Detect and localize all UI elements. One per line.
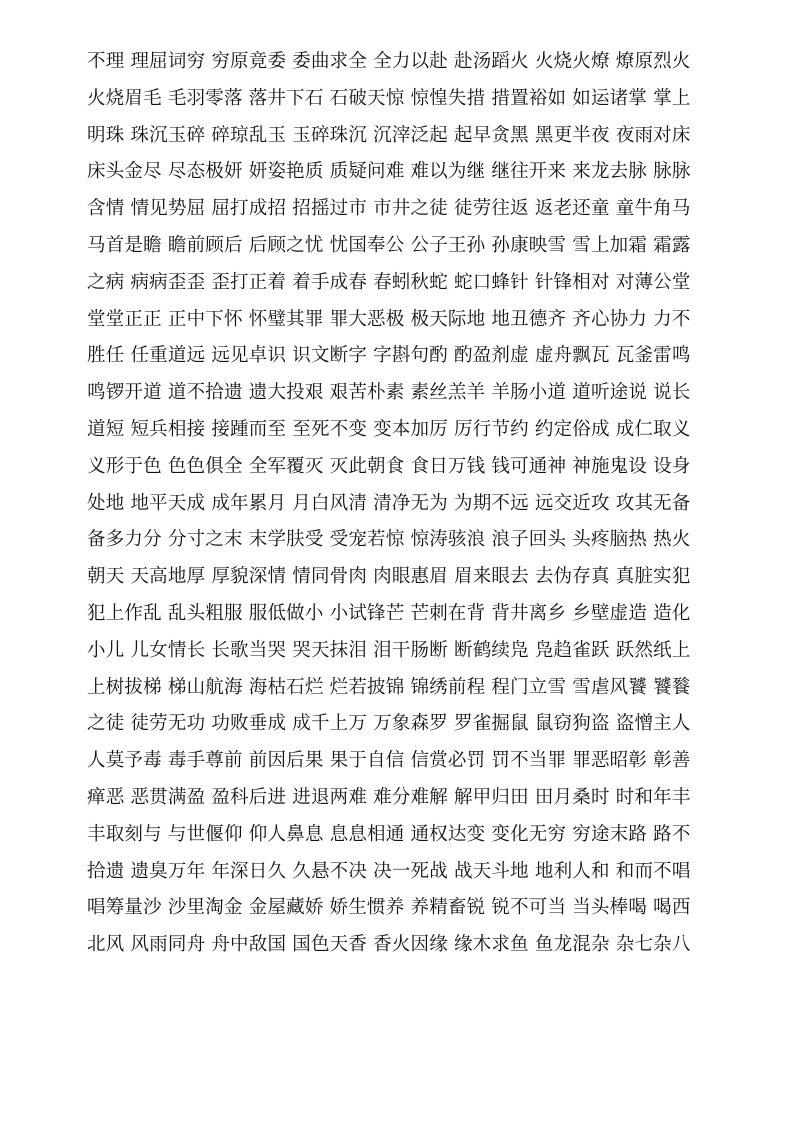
- text-line-13: 处地 地平天成 成年累月 月白风清 清净无为 为期不远 远交近攻 攻其无备: [87, 492, 691, 514]
- text-line-17: 小儿 儿女情长 长歌当哭 哭天抹泪 泪干肠断 断鹤续凫 凫趋雀跃 跃然纸上: [87, 639, 691, 661]
- text-line-22: 丰取刻与 与世偃仰 仰人鼻息 息息相通 通权达变 变化无穷 穷途末路 路不: [87, 823, 691, 845]
- text-line-16: 犯上作乱 乱头粗服 服低做小 小试锋芒 芒刺在背 背井离乡 乡壁虚造 造化: [87, 602, 691, 624]
- text-line-10: 鸣锣开道 道不拾遗 遗大投艰 艰苦朴素 素丝羔羊 羊肠小道 道听途说 说长: [87, 382, 691, 404]
- text-line-9: 胜任 任重道远 远见卓识 识文断字 字斟句酌 酌盈剂虚 虚舟飘瓦 瓦釜雷鸣: [87, 345, 691, 367]
- text-line-2: 火烧眉毛 毛羽零落 落井下石 石破天惊 惊惶失措 措置裕如 如运诸掌 掌上: [87, 87, 691, 109]
- text-line-15: 朝天 天高地厚 厚貌深情 情同骨肉 肉眼惠眉 眉来眼去 去伪存真 真脏实犯: [87, 566, 691, 588]
- text-line-21: 瘅恶 恶贯满盈 盈科后进 进退两难 难分难解 解甲归田 田月桑时 时和年丰: [87, 786, 691, 808]
- text-line-23: 拾遗 遗臭万年 年深日久 久悬不决 决一死战 战天斗地 地利人和 和而不唱: [87, 860, 691, 882]
- text-line-4: 床头金尽 尽态极妍 妍姿艳质 质疑问难 难以为继 继往开来 来龙去脉 脉脉: [87, 161, 691, 183]
- text-line-19: 之徒 徒劳无功 功败垂成 成千上万 万象森罗 罗雀掘鼠 鼠窃狗盗 盗憎主人: [87, 713, 691, 735]
- text-line-18: 上树拔梯 梯山航海 海枯石烂 烂若披锦 锦绣前程 程门立雪 雪虐风饕 饕餮: [87, 676, 691, 698]
- text-line-6: 马首是瞻 瞻前顾后 后顾之忧 忧国奉公 公子王孙 孙康映雪 雪上加霜 霜露: [87, 234, 691, 256]
- text-line-24: 唱筹量沙 沙里淘金 金屋藏娇 娇生惯养 养精畜锐 锐不可当 当头棒喝 喝西: [87, 897, 691, 919]
- text-line-1: 不理 理屈词穷 穷原竟委 委曲求全 全力以赴 赴汤蹈火 火烧火燎 燎原烈火: [87, 51, 691, 72]
- text-line-3: 明珠 珠沉玉碎 碎琼乱玉 玉碎珠沉 沉滓泛起 起早贪黑 黑更半夜 夜雨对床: [87, 124, 691, 146]
- idiom-chain-text: [87, 44, 767, 964]
- text-line-5: 含情 情见势屈 屈打成招 招摇过市 市井之徒 徒劳往返 返老还童 童牛角马: [87, 198, 691, 220]
- text-line-11: 道短 短兵相接 接踵而至 至死不变 变本加厉 厉行节约 约定俗成 成仁取义: [87, 418, 691, 440]
- text-line-14: 备多力分 分寸之末 末学肤受 受宠若惊 惊涛骇浪 浪子回头 头疼脑热 热火: [87, 529, 691, 551]
- text-line-8: 堂堂正正 正中下怀 怀璧其罪 罪大恶极 极天际地 地丑德齐 齐心协力 力不: [87, 308, 691, 330]
- text-line-20: 人莫予毒 毒手尊前 前因后果 果于自信 信赏必罚 罚不当罪 罪恶昭彰 彰善: [87, 750, 691, 772]
- text-line-7: 之病 病病歪歪 歪打正着 着手成春 春蚓秋蛇 蛇口蜂针 针锋相对 对薄公堂: [87, 271, 691, 293]
- text-line-12: 义形于色 色色俱全 全军覆灭 灭此朝食 食日万钱 钱可通神 神施鬼设 设身: [87, 455, 691, 477]
- text-line-25: 北风 风雨同舟 舟中敌国 国色天香 香火因缘 缘木求鱼 鱼龙混杂 杂七杂八: [87, 934, 691, 956]
